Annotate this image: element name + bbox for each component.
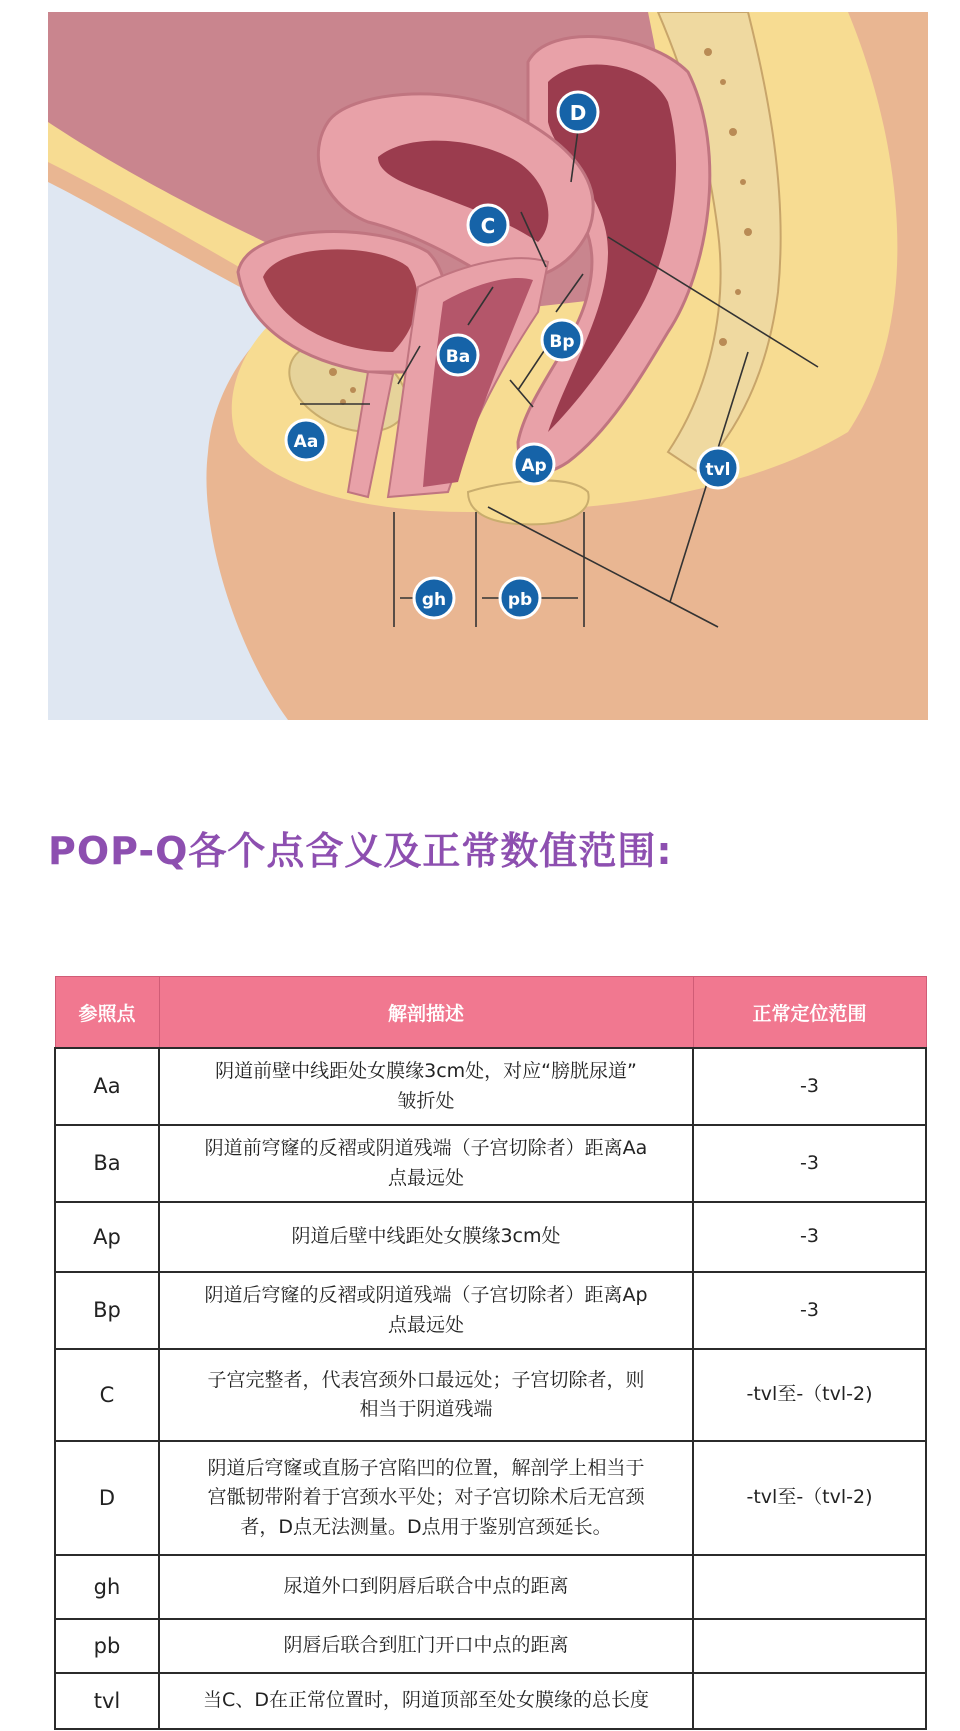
- marker-Ap: [514, 444, 554, 484]
- marker-label-pb: pb: [507, 590, 533, 610]
- point-cell: tvl: [55, 1673, 159, 1729]
- anatomy-figure: [48, 12, 928, 720]
- marker-label-D: D: [569, 101, 587, 125]
- point-cell: Aa: [55, 1048, 159, 1125]
- description-line: 尿道外口到阴唇后联合中点的距离: [283, 1575, 569, 1598]
- range-cell: -3: [693, 1048, 926, 1125]
- range-cell: -tvl至-（tvl-2): [693, 1349, 926, 1441]
- range-cell: -3: [693, 1202, 926, 1272]
- column-header-description: 解剖描述: [159, 977, 693, 1049]
- point-cell: pb: [55, 1619, 159, 1673]
- range-cell: [693, 1555, 926, 1619]
- range-cell: [693, 1673, 926, 1729]
- popq-table: [54, 976, 927, 1730]
- marker-label-tvl: tvl: [705, 460, 731, 480]
- marker-Bp: [542, 320, 582, 360]
- range-cell: [693, 1619, 926, 1673]
- description-line: 阴道后穹窿的反褶或阴道残端（子宫切除者）距离Ap: [204, 1284, 648, 1307]
- point-cell: Ba: [55, 1125, 159, 1202]
- description-line: 相当于阴道残端: [359, 1398, 493, 1420]
- marker-label-Bp: Bp: [549, 332, 575, 352]
- marker-Aa: [286, 420, 326, 460]
- description-line: 宫骶韧带附着于宫颈水平处；对子宫切除术后无宫颈: [207, 1486, 645, 1509]
- marker-tvl: [698, 448, 738, 488]
- marker-label-Aa: Aa: [293, 432, 319, 452]
- point-cell: gh: [55, 1555, 159, 1619]
- description-line: 点最远处: [387, 1166, 464, 1189]
- range-cell: -tvl至-（tvl-2): [693, 1441, 926, 1555]
- range-cell: -3: [693, 1125, 926, 1202]
- marker-pb: [500, 578, 540, 618]
- description-line: 阴道后壁中线距处女膜缘3cm处: [291, 1225, 561, 1248]
- description-line: 者，D点无法测量。D点用于鉴别宫颈延长。: [240, 1515, 612, 1538]
- description-line: 皱折处: [397, 1089, 455, 1112]
- description-cell: [159, 1272, 693, 1349]
- point-cell: Bp: [55, 1272, 159, 1349]
- table-row: [55, 1272, 926, 1349]
- description-cell: [159, 1673, 693, 1729]
- description-cell: [159, 1125, 693, 1202]
- section-heading: POP-Q各个点含义及正常数值范围:: [48, 829, 673, 873]
- description-line: 阴唇后联合到肛门开口中点的距离: [283, 1634, 569, 1657]
- point-cell: Ap: [55, 1202, 159, 1272]
- table-row: [55, 1555, 926, 1619]
- description-cell: [159, 1441, 693, 1555]
- marker-label-gh: gh: [421, 590, 447, 610]
- marker-label-Ap: Ap: [521, 456, 547, 476]
- table-row: [55, 1202, 926, 1272]
- table-row: [55, 1125, 926, 1202]
- description-cell: [159, 1349, 693, 1441]
- description-line: 阴道前穹窿的反褶或阴道残端（子宫切除者）距离Aa: [204, 1137, 648, 1160]
- column-header-point: 参照点: [55, 977, 159, 1049]
- description-cell: [159, 1555, 693, 1619]
- table-header-row: [55, 977, 926, 1049]
- table-row: [55, 1619, 926, 1673]
- marker-label-C: C: [480, 214, 496, 238]
- table-row: [55, 1673, 926, 1729]
- description-line: 阴道后穹窿或直肠子宫陷凹的位置，解剖学上相当于: [207, 1456, 645, 1479]
- description-cell: [159, 1619, 693, 1673]
- point-cell: D: [55, 1441, 159, 1555]
- description-cell: [159, 1048, 693, 1125]
- marker-gh: [414, 578, 454, 618]
- description-line: 子宫完整者，代表宫颈外口最远处；子宫切除者，则: [207, 1368, 645, 1391]
- pelvic-sagittal-diagram: [48, 12, 928, 720]
- marker-Ba: [438, 335, 478, 375]
- description-cell: [159, 1202, 693, 1272]
- table-row: [55, 1349, 926, 1441]
- column-header-range: 正常定位范围: [693, 977, 926, 1049]
- marker-D: [558, 92, 598, 132]
- description-line: 阴道前壁中线距处女膜缘3cm处，对应“膀胱尿道”: [215, 1060, 637, 1083]
- marker-C: [468, 205, 508, 245]
- point-cell: C: [55, 1349, 159, 1441]
- table-row: [55, 1441, 926, 1555]
- description-line: 点最远处: [387, 1313, 464, 1336]
- range-cell: -3: [693, 1272, 926, 1349]
- description-line: 当C、D在正常位置时，阴道顶部至处女膜缘的总长度: [203, 1689, 649, 1712]
- table-row: [55, 1048, 926, 1125]
- marker-label-Ba: Ba: [445, 347, 471, 367]
